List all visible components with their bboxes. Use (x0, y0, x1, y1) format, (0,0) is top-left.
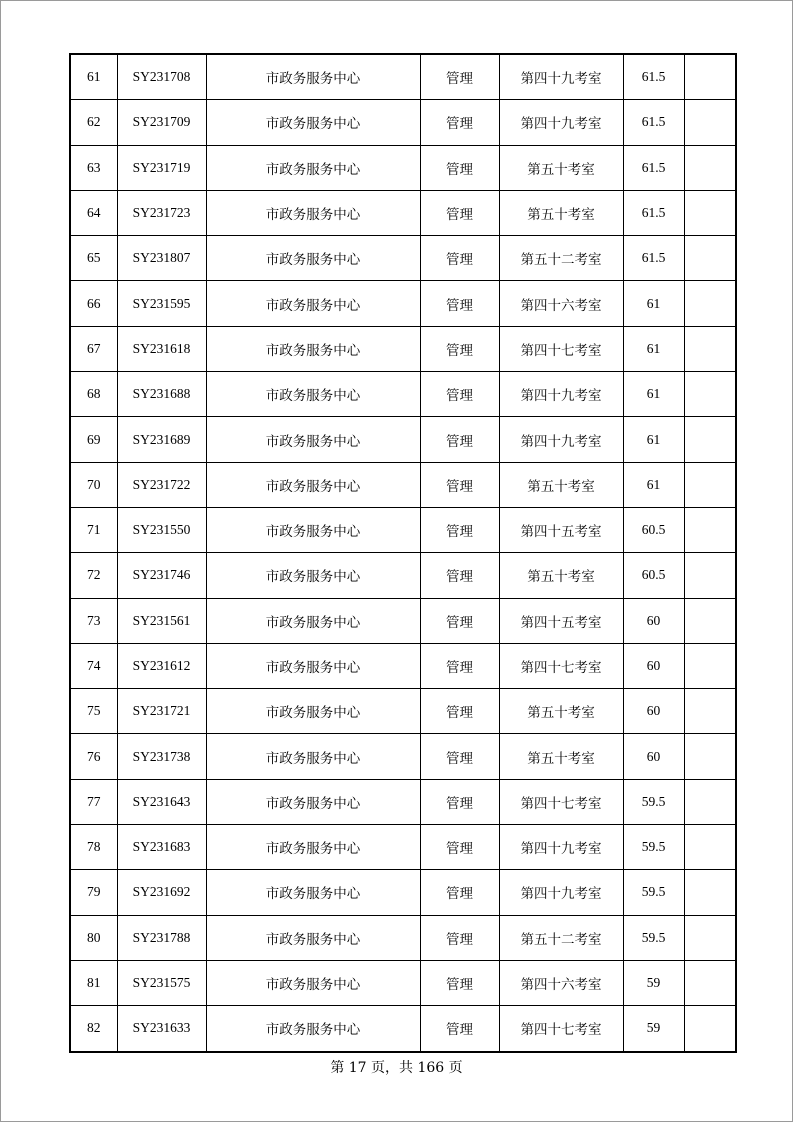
row-number-cell: 78 (70, 825, 117, 870)
score-cell: 61.5 (623, 236, 684, 281)
results-table (69, 53, 737, 1053)
exam-room-cell: 第四十七考室 (499, 779, 623, 824)
table-row (70, 462, 736, 507)
candidate-id-cell: SY231633 (117, 1006, 206, 1052)
category-cell: 管理 (420, 326, 499, 371)
exam-room-cell: 第四十五考室 (499, 507, 623, 552)
table-row (70, 734, 736, 779)
category-cell: 管理 (420, 190, 499, 235)
candidate-id-cell: SY231692 (117, 870, 206, 915)
note-cell (684, 734, 736, 779)
unit-cell: 市政务服务中心 (206, 915, 420, 960)
exam-room-cell: 第四十九考室 (499, 372, 623, 417)
note-cell (684, 507, 736, 552)
exam-room-cell: 第五十考室 (499, 145, 623, 190)
candidate-id-cell: SY231788 (117, 915, 206, 960)
row-number-cell: 72 (70, 553, 117, 598)
table-row (70, 689, 736, 734)
row-number-cell: 76 (70, 734, 117, 779)
score-cell: 61 (623, 281, 684, 326)
candidate-id-cell: SY231561 (117, 598, 206, 643)
results-table-body (70, 54, 736, 1052)
candidate-id-cell: SY231612 (117, 643, 206, 688)
candidate-id-cell: SY231723 (117, 190, 206, 235)
score-cell: 59.5 (623, 870, 684, 915)
note-cell (684, 236, 736, 281)
score-cell: 61.5 (623, 145, 684, 190)
unit-cell: 市政务服务中心 (206, 236, 420, 281)
table-row (70, 553, 736, 598)
note-cell (684, 960, 736, 1005)
row-number-cell: 69 (70, 417, 117, 462)
page-footer: 第 17 页，共 166 页 (330, 1060, 463, 1076)
note-cell (684, 54, 736, 100)
table-row (70, 281, 736, 326)
category-cell: 管理 (420, 915, 499, 960)
category-cell: 管理 (420, 145, 499, 190)
table-row (70, 145, 736, 190)
category-cell: 管理 (420, 100, 499, 145)
candidate-id-cell: SY231689 (117, 417, 206, 462)
candidate-id-cell: SY231721 (117, 689, 206, 734)
row-number-cell: 67 (70, 326, 117, 371)
score-cell: 61 (623, 462, 684, 507)
category-cell: 管理 (420, 598, 499, 643)
note-cell (684, 553, 736, 598)
row-number-cell: 61 (70, 54, 117, 100)
table-row (70, 326, 736, 371)
candidate-id-cell: SY231643 (117, 779, 206, 824)
note-cell (684, 689, 736, 734)
category-cell: 管理 (420, 960, 499, 1005)
exam-room-cell: 第五十考室 (499, 190, 623, 235)
exam-room-cell: 第四十七考室 (499, 326, 623, 371)
exam-room-cell: 第四十九考室 (499, 870, 623, 915)
candidate-id-cell: SY231618 (117, 326, 206, 371)
unit-cell: 市政务服务中心 (206, 870, 420, 915)
unit-cell: 市政务服务中心 (206, 1006, 420, 1052)
exam-room-cell: 第五十考室 (499, 734, 623, 779)
category-cell: 管理 (420, 553, 499, 598)
score-cell: 60.5 (623, 553, 684, 598)
table-row (70, 915, 736, 960)
score-cell: 60.5 (623, 507, 684, 552)
note-cell (684, 643, 736, 688)
table-row (70, 54, 736, 100)
table-row (70, 100, 736, 145)
note-cell (684, 145, 736, 190)
category-cell: 管理 (420, 779, 499, 824)
note-cell (684, 598, 736, 643)
unit-cell: 市政务服务中心 (206, 190, 420, 235)
candidate-id-cell: SY231595 (117, 281, 206, 326)
exam-room-cell: 第五十二考室 (499, 915, 623, 960)
unit-cell: 市政务服务中心 (206, 372, 420, 417)
exam-room-cell: 第五十考室 (499, 553, 623, 598)
note-cell (684, 779, 736, 824)
note-cell (684, 100, 736, 145)
unit-cell: 市政务服务中心 (206, 643, 420, 688)
table-row (70, 507, 736, 552)
row-number-cell: 62 (70, 100, 117, 145)
table-row (70, 417, 736, 462)
note-cell (684, 372, 736, 417)
table-row (70, 598, 736, 643)
unit-cell: 市政务服务中心 (206, 462, 420, 507)
table-row (70, 779, 736, 824)
candidate-id-cell: SY231719 (117, 145, 206, 190)
score-cell: 61 (623, 372, 684, 417)
candidate-id-cell: SY231708 (117, 54, 206, 100)
category-cell: 管理 (420, 417, 499, 462)
score-cell: 59.5 (623, 915, 684, 960)
unit-cell: 市政务服务中心 (206, 734, 420, 779)
category-cell: 管理 (420, 689, 499, 734)
category-cell: 管理 (420, 870, 499, 915)
table-row (70, 870, 736, 915)
unit-cell: 市政务服务中心 (206, 54, 420, 100)
category-cell: 管理 (420, 643, 499, 688)
unit-cell: 市政务服务中心 (206, 417, 420, 462)
candidate-id-cell: SY231688 (117, 372, 206, 417)
score-cell: 61.5 (623, 100, 684, 145)
exam-room-cell: 第四十七考室 (499, 643, 623, 688)
note-cell (684, 281, 736, 326)
note-cell (684, 462, 736, 507)
exam-room-cell: 第四十六考室 (499, 281, 623, 326)
unit-cell: 市政务服务中心 (206, 598, 420, 643)
row-number-cell: 70 (70, 462, 117, 507)
exam-room-cell: 第五十考室 (499, 689, 623, 734)
unit-cell: 市政务服务中心 (206, 689, 420, 734)
table-row (70, 960, 736, 1005)
category-cell: 管理 (420, 54, 499, 100)
table-row (70, 1006, 736, 1052)
score-cell: 61 (623, 417, 684, 462)
category-cell: 管理 (420, 281, 499, 326)
row-number-cell: 68 (70, 372, 117, 417)
table-row (70, 372, 736, 417)
note-cell (684, 1006, 736, 1052)
candidate-id-cell: SY231550 (117, 507, 206, 552)
table-row (70, 236, 736, 281)
score-cell: 61 (623, 326, 684, 371)
row-number-cell: 66 (70, 281, 117, 326)
candidate-id-cell: SY231722 (117, 462, 206, 507)
note-cell (684, 825, 736, 870)
unit-cell: 市政务服务中心 (206, 281, 420, 326)
unit-cell: 市政务服务中心 (206, 326, 420, 371)
row-number-cell: 64 (70, 190, 117, 235)
category-cell: 管理 (420, 236, 499, 281)
note-cell (684, 190, 736, 235)
table-row (70, 190, 736, 235)
row-number-cell: 79 (70, 870, 117, 915)
score-cell: 59.5 (623, 779, 684, 824)
row-number-cell: 74 (70, 643, 117, 688)
exam-room-cell: 第四十六考室 (499, 960, 623, 1005)
row-number-cell: 82 (70, 1006, 117, 1052)
score-cell: 61.5 (623, 54, 684, 100)
unit-cell: 市政务服务中心 (206, 960, 420, 1005)
category-cell: 管理 (420, 734, 499, 779)
exam-room-cell: 第四十九考室 (499, 825, 623, 870)
unit-cell: 市政务服务中心 (206, 507, 420, 552)
row-number-cell: 81 (70, 960, 117, 1005)
unit-cell: 市政务服务中心 (206, 145, 420, 190)
table-row (70, 643, 736, 688)
exam-room-cell: 第四十五考室 (499, 598, 623, 643)
score-cell: 60 (623, 734, 684, 779)
note-cell (684, 915, 736, 960)
row-number-cell: 65 (70, 236, 117, 281)
score-cell: 59 (623, 960, 684, 1005)
unit-cell: 市政务服务中心 (206, 779, 420, 824)
row-number-cell: 63 (70, 145, 117, 190)
score-cell: 60 (623, 643, 684, 688)
candidate-id-cell: SY231575 (117, 960, 206, 1005)
exam-room-cell: 第四十七考室 (499, 1006, 623, 1052)
exam-room-cell: 第五十考室 (499, 462, 623, 507)
unit-cell: 市政务服务中心 (206, 825, 420, 870)
row-number-cell: 71 (70, 507, 117, 552)
row-number-cell: 73 (70, 598, 117, 643)
candidate-id-cell: SY231709 (117, 100, 206, 145)
candidate-id-cell: SY231746 (117, 553, 206, 598)
candidate-id-cell: SY231738 (117, 734, 206, 779)
score-cell: 60 (623, 598, 684, 643)
score-cell: 59 (623, 1006, 684, 1052)
note-cell (684, 326, 736, 371)
category-cell: 管理 (420, 1006, 499, 1052)
exam-room-cell: 第四十九考室 (499, 100, 623, 145)
category-cell: 管理 (420, 507, 499, 552)
unit-cell: 市政务服务中心 (206, 553, 420, 598)
category-cell: 管理 (420, 372, 499, 417)
candidate-id-cell: SY231807 (117, 236, 206, 281)
table-row (70, 825, 736, 870)
row-number-cell: 80 (70, 915, 117, 960)
exam-room-cell: 第五十二考室 (499, 236, 623, 281)
note-cell (684, 870, 736, 915)
score-cell: 61.5 (623, 190, 684, 235)
score-cell: 59.5 (623, 825, 684, 870)
row-number-cell: 75 (70, 689, 117, 734)
exam-room-cell: 第四十九考室 (499, 54, 623, 100)
candidate-id-cell: SY231683 (117, 825, 206, 870)
note-cell (684, 417, 736, 462)
exam-room-cell: 第四十九考室 (499, 417, 623, 462)
row-number-cell: 77 (70, 779, 117, 824)
unit-cell: 市政务服务中心 (206, 100, 420, 145)
category-cell: 管理 (420, 462, 499, 507)
category-cell: 管理 (420, 825, 499, 870)
score-cell: 60 (623, 689, 684, 734)
